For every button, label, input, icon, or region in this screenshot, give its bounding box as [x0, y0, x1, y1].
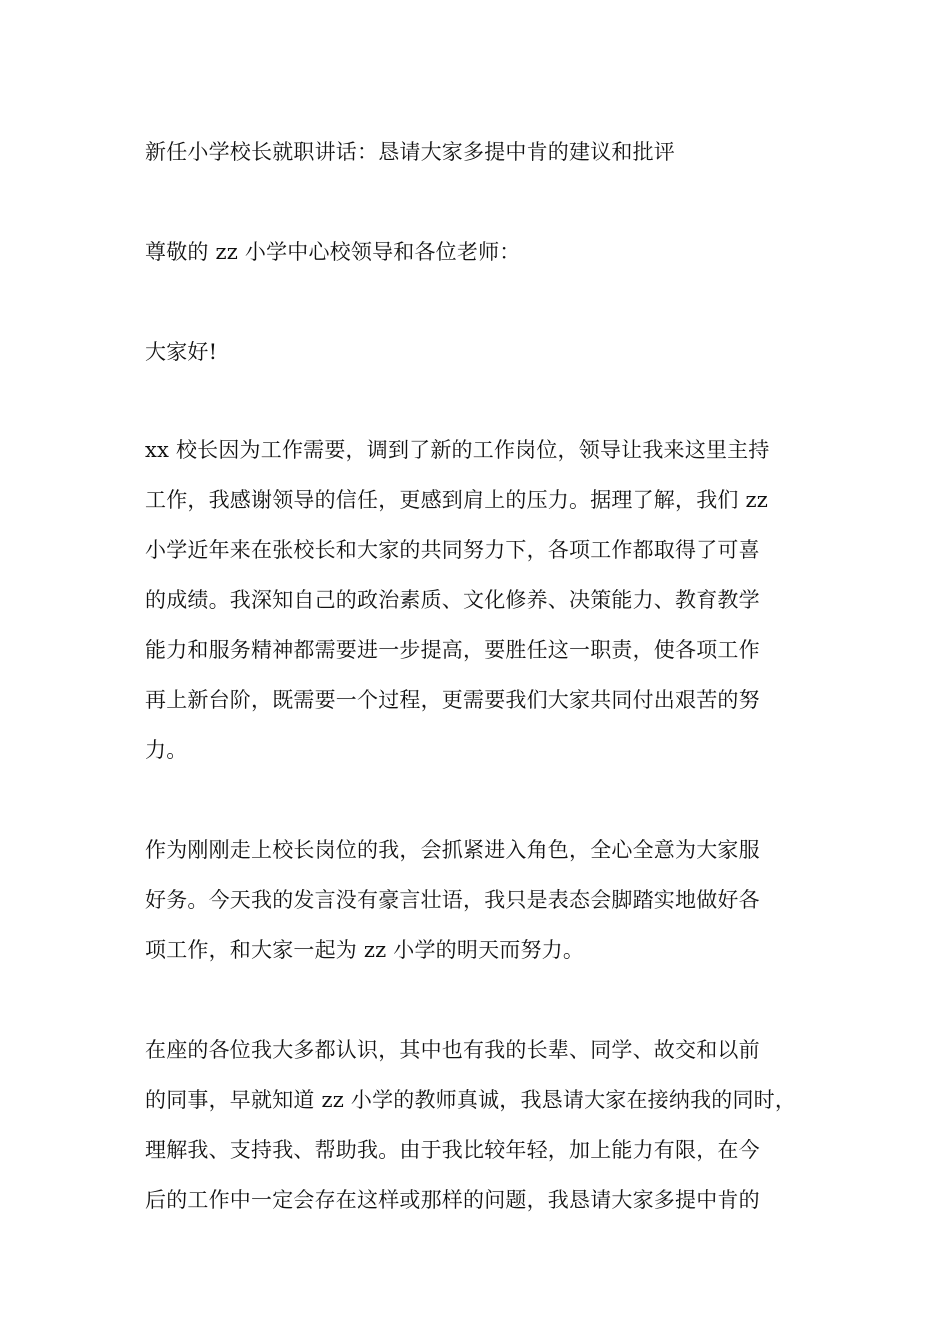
paragraph-line: 后的工作中一定会存在这样或那样的问题，我恳请大家多提中肯的 — [145, 1188, 760, 1212]
paragraph-line: 的成绩。我深知自己的政治素质、文化修养、决策能力、教育教学 — [145, 588, 760, 612]
paragraph-2 — [145, 825, 810, 975]
paragraph-1 — [145, 425, 810, 775]
paragraph-line: 好务。今天我的发言没有豪言壮语，我只是表态会脚踏实地做好各 — [145, 888, 760, 912]
paragraph-line: 能力和服务精神都需要进一步提高，要胜任这一职责，使各项工作 — [145, 638, 760, 662]
document-title — [145, 127, 810, 177]
greeting-text: 大家好! — [145, 340, 218, 364]
paragraph-line: 再上新台阶，既需要一个过程，更需要我们大家共同付出艰苦的努 — [145, 688, 760, 712]
paragraph-line: 理解我、支持我、帮助我。由于我比较年轻，加上能力有限，在今 — [145, 1138, 760, 1162]
paragraph-line: 在座的各位我大多都认识，其中也有我的长辈、同学、故交和以前 — [145, 1038, 760, 1062]
greeting — [145, 327, 810, 377]
salutation-text: 尊敬的 zz 小学中心校领导和各位老师： — [145, 240, 521, 264]
paragraph-line: 力。 — [145, 738, 188, 762]
salutation — [145, 227, 810, 277]
paragraph-line: 小学近年来在张校长和大家的共同努力下，各项工作都取得了可喜 — [145, 538, 760, 562]
paragraph-line: xx 校长因为工作需要，调到了新的工作岗位，领导让我来这里主持 — [145, 438, 770, 462]
paragraph-line: 的同事，早就知道 zz 小学的教师真诚，我恳请大家在接纳我的同时， — [145, 1088, 797, 1112]
paragraph-3 — [145, 1025, 810, 1225]
paragraph-line: 作为刚刚走上校长岗位的我，会抓紧进入角色，全心全意为大家服 — [145, 838, 760, 862]
title-text: 新任小学校长就职讲话：恳请大家多提中肯的建议和批评 — [145, 140, 675, 164]
paragraph-line: 工作，我感谢领导的信任，更感到肩上的压力。据理了解，我们 zz — [145, 488, 769, 512]
paragraph-line: 项工作，和大家一起为 zz 小学的明天而努力。 — [145, 938, 585, 962]
